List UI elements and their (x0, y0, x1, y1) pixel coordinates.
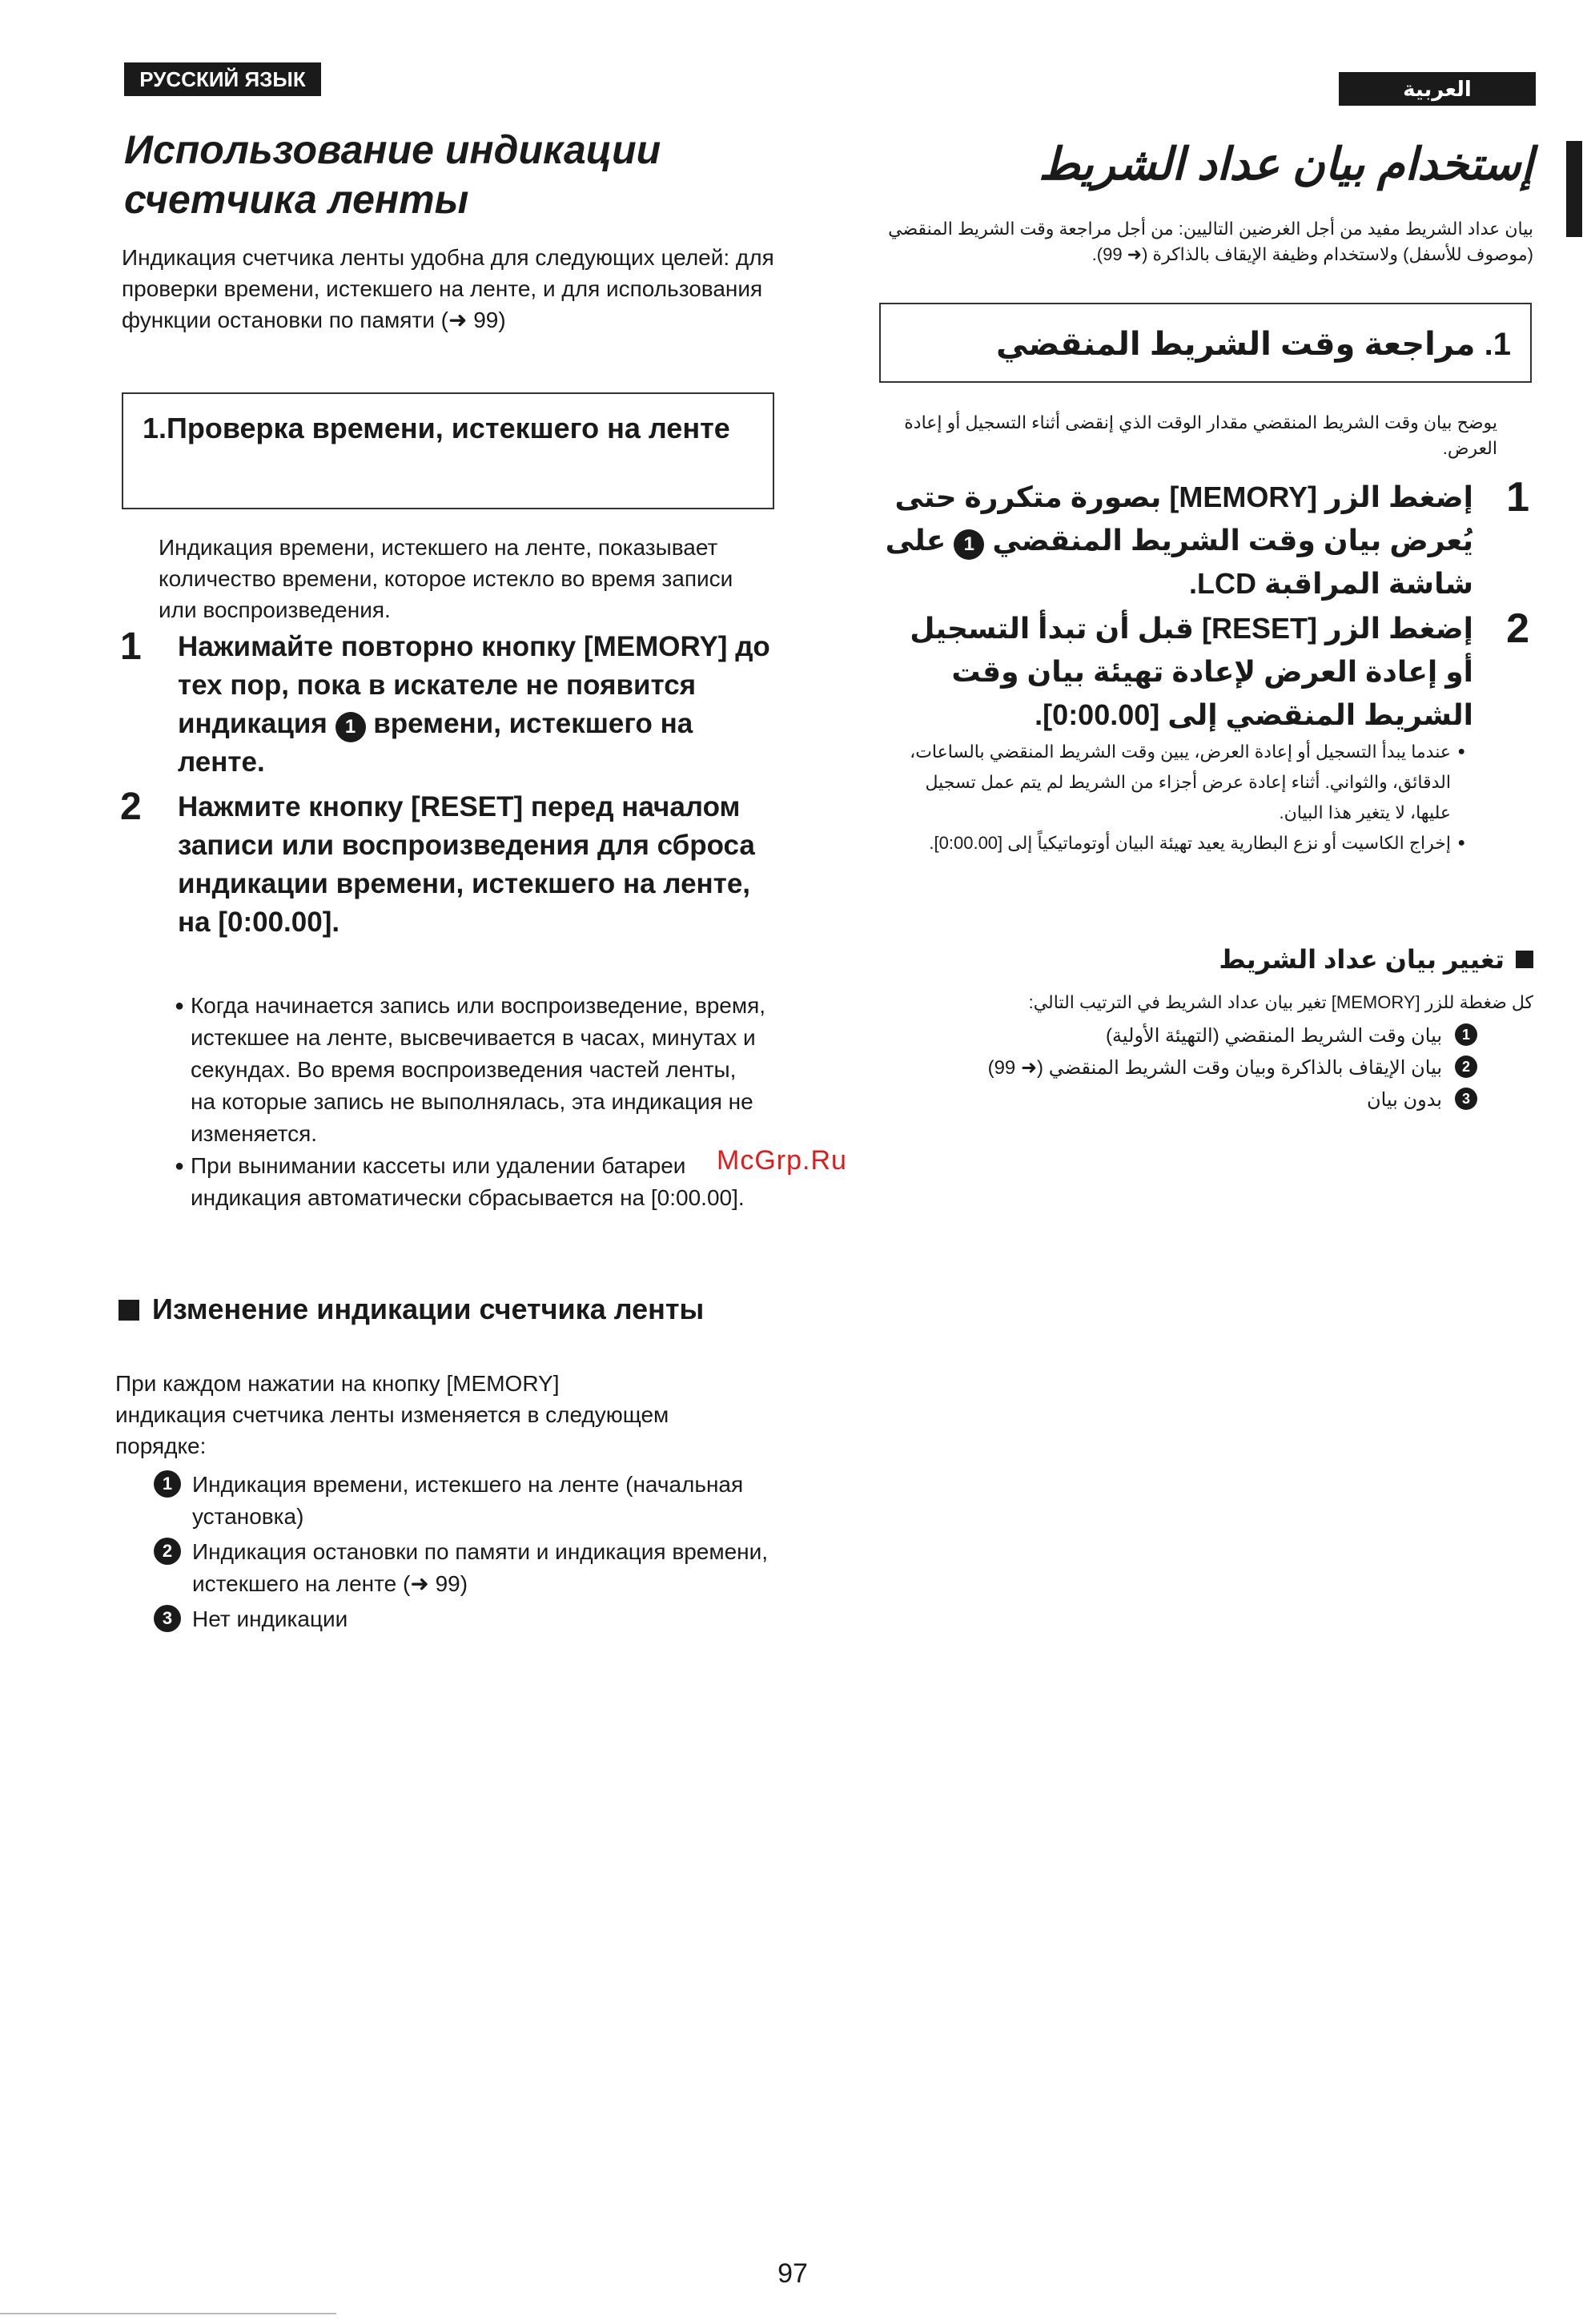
step-2-arabic (881, 607, 1529, 735)
list-item-text: Индикация остановки по памяти и индикация времени, истекшего на ленте (➜ 99) (192, 1539, 769, 1596)
step-2-russian (120, 788, 769, 988)
title-line: Использование индикации (124, 127, 661, 172)
list-item-text: بدون بيان (1366, 1089, 1442, 1111)
list-item (154, 1536, 778, 1600)
page-title-arabic: إستخدام بيان عداد الشريط (1038, 139, 1533, 189)
step-1-arabic (881, 476, 1529, 604)
list-item (921, 1052, 1477, 1084)
square-bullet-icon (1516, 951, 1533, 968)
step-text-part: على شاشة المراقبة LCD. (885, 524, 1473, 600)
step-text-part: Нажимайте повторно кнопку [MEMORY] до тех пор, пока в искателе не появится индикация (178, 631, 770, 739)
subsection-intro-arabic: كل ضغطة للزر [MEMORY] تغير بيان عداد الشريط في الترتيب التالي: (1028, 992, 1533, 1012)
section-description-russian: Индикация времени, истекшего на ленте, показывает количество времени, которое истекло во время записи или воспроизведения. (159, 535, 733, 622)
list-item-text: Нет индикации (192, 1606, 348, 1631)
subsection-heading-russian (119, 1291, 727, 1328)
language-tag-arabic: العربية (1339, 72, 1536, 106)
note-item: ● Когда начинается запись или воспроизведение, время, истекшее на ленте, высвечивается в часах, минутах и секундах. Во время воспроизведения частей ленты, на которые запись не выполнялась, эта индикация не изменяется. (175, 990, 767, 1150)
step-text (178, 628, 770, 782)
note-item: ● При вынимании кассеты или удалении батареи индикация автоматически сбрасывается на [0:00.00]. (175, 1150, 767, 1214)
note-item: ● عندما يبدأ التسجيل أو إعادة العرض، يبين وقت الشريط المنقضي بالساعات، الدقائق، والثواني. أثناء إعادة عرض أجزاء من الشريط لم يتم عمل تسجيل عليها، لا يتغير هذا البيان. (905, 737, 1465, 828)
intro-paragraph-russian: Индикация счетчика ленты удобна для следующих целей: для проверки времени, истекшего на ленте, и для использования функции остановки по памяти (➜ 99) (122, 245, 774, 332)
section-box-arabic (879, 303, 1532, 383)
step-number: 1 (1506, 474, 1529, 521)
marker-1-icon: 1 (954, 529, 984, 560)
section-title: 1.Проверка времени, истекшего на ленте (143, 412, 730, 444)
notes-list-arabic (905, 737, 1465, 858)
section-box-elapsed-time (122, 392, 774, 509)
section-description-arabic: يوضح بيان وقت الشريط المنقضي مقدار الوقت الذي إنقضى أثناء التسجيل أو إعادة العرض. (904, 412, 1497, 458)
step-number: 1 (120, 625, 142, 668)
note-item: ● إخراج الكاسيت أو نزع البطارية يعيد تهيئة البيان أوتوماتيكياً إلى [0:00.00]. (905, 828, 1465, 858)
list-item (921, 1084, 1477, 1116)
mode-list-russian (154, 1469, 778, 1635)
step-text (881, 476, 1473, 605)
subsection-title: تغيير بيان عداد الشريط (1219, 945, 1505, 974)
notes-list-russian (175, 990, 767, 1214)
list-item (921, 1020, 1477, 1052)
list-item-text: بيان وقت الشريط المنقضي (التهيئة الأولية) (1106, 1025, 1442, 1047)
number-2-icon: 2 (154, 1538, 181, 1565)
number-3-icon: 3 (1455, 1088, 1477, 1110)
page-title-russian (124, 125, 781, 224)
scan-edge-line (0, 2313, 336, 2314)
step-text-part: إضغط الزر [MEMORY] بصورة متكررة حتى يُعرض بيان وقت الشريط المنقضي (894, 480, 1473, 557)
page-number: 97 (777, 2258, 808, 2289)
step-number: 2 (120, 786, 142, 828)
watermark: McGrp.Ru (717, 1145, 847, 1176)
number-3-icon: 3 (154, 1605, 181, 1632)
language-tag-russian: РУССКИЙ ЯЗЫК (124, 62, 321, 96)
step-number: 2 (1506, 605, 1529, 652)
edge-marker-bar (1566, 141, 1582, 237)
subsection-heading-arabic (1041, 942, 1533, 977)
subsection-intro-russian: При каждом нажатии на кнопку [MEMORY] индикация счетчика ленты изменяется в следующем порядке: (115, 1371, 669, 1458)
list-item-text: بيان الإيقاف بالذاكرة وبيان وقت الشريط المنقضي (➜ 99) (987, 1057, 1442, 1079)
list-item (154, 1603, 778, 1635)
step-1-russian (120, 625, 770, 788)
number-1-icon: 1 (154, 1470, 181, 1498)
mode-list-arabic (921, 1020, 1477, 1116)
title-line: счетчика ленты (124, 177, 469, 222)
step-text: Нажмите кнопку [RESET] перед началом записи или воспроизведения для сброса индикации времени, истекшего на ленте, на [0:00.00]. (178, 791, 755, 938)
list-item (154, 1469, 778, 1533)
subsection-title: Изменение индикации счетчика ленты (152, 1293, 705, 1325)
number-1-icon: 1 (1455, 1023, 1477, 1046)
section-title: 1. مراجعة وقت الشريط المنقضي (996, 327, 1511, 362)
step-text: إضغط الزر [RESET] قبل أن تبدأ التسجيل أو إعادة العرض لإعادة تهيئة بيان وقت الشريط المنقضي إلى [0:00.00]. (910, 612, 1473, 731)
list-item-text: Индикация времени, истекшего на ленте (начальная установка) (192, 1472, 744, 1529)
square-bullet-icon (119, 1300, 139, 1321)
number-2-icon: 2 (1455, 1055, 1477, 1078)
intro-paragraph-arabic: بيان عداد الشريط مفيد من أجل الغرضين التاليين: من أجل مراجعة وقت الشريط المنقضي (موصوف للأسفل) ولاستخدام وظيفة الإيقاف بالذاكرة (➜ 99). (888, 219, 1533, 264)
marker-1-icon: 1 (335, 712, 366, 742)
step-text-part: времени, истекшего на ленте. (178, 708, 693, 778)
